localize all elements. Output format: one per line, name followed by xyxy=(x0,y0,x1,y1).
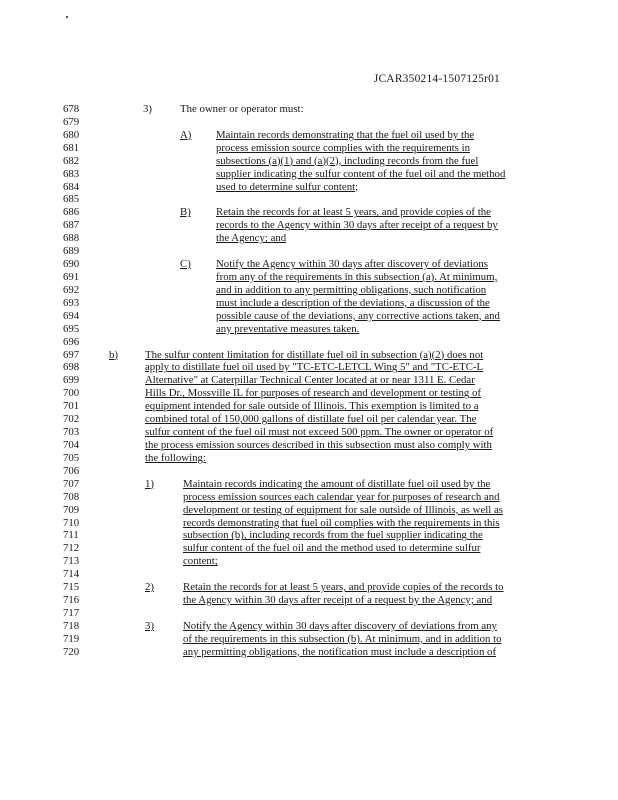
line-text: the Agency; and xyxy=(216,232,287,245)
line-number: 691 xyxy=(63,270,80,283)
line-number: 687 xyxy=(63,219,80,232)
line-number: 711 xyxy=(63,529,79,542)
item-label: C) xyxy=(180,258,191,271)
text-line xyxy=(0,646,618,659)
line-number: 710 xyxy=(63,516,80,529)
line-text: process emission sources each calendar year for purposes of research and xyxy=(183,490,500,503)
line-text: subsections (a)(1) and (a)(2), including records from the fuel xyxy=(216,154,479,167)
line-number: 688 xyxy=(63,232,80,245)
line-number: 716 xyxy=(63,594,80,607)
text-line xyxy=(0,116,618,129)
text-line xyxy=(0,517,618,530)
line-number: 717 xyxy=(63,606,80,619)
scan-speck xyxy=(66,16,68,18)
line-number: 686 xyxy=(63,206,80,219)
text-line xyxy=(0,349,618,362)
line-text: Retain the records for at least 5 years, and provide copies of the records to xyxy=(183,581,504,594)
text-line xyxy=(0,193,618,206)
text-line xyxy=(0,504,618,517)
line-number: 699 xyxy=(63,374,80,387)
text-line xyxy=(0,245,618,258)
line-number: 696 xyxy=(63,335,80,348)
text-line xyxy=(0,258,618,271)
line-number: 715 xyxy=(63,581,80,594)
text-line xyxy=(0,232,618,245)
line-number: 705 xyxy=(63,451,80,464)
line-text: supplier indicating the sulfur content of the fuel oil and the method xyxy=(216,167,506,180)
line-text: The owner or operator must: xyxy=(180,103,304,115)
line-number: 697 xyxy=(63,348,80,361)
line-number: 707 xyxy=(63,477,80,490)
line-text: apply to distillate fuel oil used by "TC-ETC-LETCL Wing 5" and "TC-ETC-L xyxy=(145,361,484,374)
line-number: 693 xyxy=(63,296,80,309)
line-text: Hills Dr., Mossville IL for purposes of research and development or testing of xyxy=(145,387,482,400)
text-line xyxy=(0,310,618,323)
line-text: Alternative" at Caterpillar Technical Center located at or near 1311 E. Cedar xyxy=(145,374,475,387)
item-label: 3) xyxy=(143,103,152,115)
text-line xyxy=(0,581,618,594)
line-text: used to determine sulfur content; xyxy=(216,180,359,193)
text-line xyxy=(0,529,618,542)
line-number: 698 xyxy=(63,361,80,374)
text-line xyxy=(0,219,618,232)
line-text: any preventative measures taken. xyxy=(216,322,360,335)
line-number: 695 xyxy=(63,322,80,335)
line-number: 708 xyxy=(63,490,80,503)
line-number: 682 xyxy=(63,154,80,167)
line-text: records to the Agency within 30 days after receipt of a request by xyxy=(216,219,498,232)
line-text: any permitting obligations, the notification must include a description of xyxy=(183,645,497,658)
text-line xyxy=(0,542,618,555)
document-id-header: JCAR350214-1507125r01 xyxy=(373,73,500,85)
text-line xyxy=(0,568,618,581)
line-text: must include a description of the deviations, a discussion of the xyxy=(216,296,490,309)
line-text: the process emission sources described in this subsection must also comply with xyxy=(145,438,492,451)
text-line xyxy=(0,323,618,336)
text-line xyxy=(0,129,618,142)
line-number: 680 xyxy=(63,128,80,141)
line-text: content; xyxy=(183,555,218,568)
text-line xyxy=(0,181,618,194)
line-text: Notify the Agency within 30 days after discovery of deviations from any xyxy=(183,619,497,632)
line-number: 694 xyxy=(63,309,80,322)
text-line xyxy=(0,206,618,219)
line-number: 701 xyxy=(63,400,80,413)
text-line xyxy=(0,336,618,349)
text-line xyxy=(0,142,618,155)
line-number: 706 xyxy=(63,464,80,477)
line-number: 712 xyxy=(63,542,80,555)
line-text: from any of the requirements in this subsection (a). At minimum, xyxy=(216,270,498,283)
text-line xyxy=(0,361,618,374)
text-line xyxy=(0,465,618,478)
line-text: process emission source complies with the requirements in xyxy=(216,141,470,154)
line-number: 714 xyxy=(63,568,80,581)
line-number: 713 xyxy=(63,555,80,568)
line-text: Retain the records for at least 5 years, and provide copies of the xyxy=(216,206,491,219)
line-text: Notify the Agency within 30 days after discovery of deviations xyxy=(216,258,488,271)
line-number: 702 xyxy=(63,413,80,426)
line-number: 704 xyxy=(63,438,80,451)
text-line xyxy=(0,620,618,633)
line-text: equipment intended for sale outside of Illinois. This exemption is limited to a xyxy=(145,400,479,413)
line-number: 692 xyxy=(63,283,80,296)
text-line xyxy=(0,168,618,181)
text-line xyxy=(0,426,618,439)
item-label: b) xyxy=(109,348,118,361)
item-label: A) xyxy=(180,128,192,141)
text-line xyxy=(0,607,618,620)
line-text: combined total of 150,000 gallons of distillate fuel oil per calendar year. The xyxy=(145,413,477,426)
text-line xyxy=(0,452,618,465)
item-label: 2) xyxy=(145,581,154,594)
line-text: The sulfur content limitation for distillate fuel oil in subsection (a)(2) does not xyxy=(145,348,484,361)
text-line xyxy=(0,413,618,426)
item-label: 1) xyxy=(145,477,154,490)
line-text: and in addition to any permitting obligations, such notification xyxy=(216,283,487,296)
text-line xyxy=(0,439,618,452)
text-line xyxy=(0,594,618,607)
text-line xyxy=(0,271,618,284)
line-number: 718 xyxy=(63,619,80,632)
item-label: B) xyxy=(180,206,191,219)
line-number: 685 xyxy=(63,193,80,206)
text-line xyxy=(0,297,618,310)
item-label: 3) xyxy=(145,619,154,632)
line-text: the Agency within 30 days after receipt of a request by the Agency; and xyxy=(183,594,493,607)
line-text: Maintain records indicating the amount of distillate fuel oil used by the xyxy=(183,477,491,490)
text-line xyxy=(0,374,618,387)
text-line xyxy=(0,633,618,646)
line-number: 684 xyxy=(63,180,80,193)
line-text: possible cause of the deviations, any corrective actions taken, and xyxy=(216,309,500,322)
line-number: 690 xyxy=(63,258,80,271)
text-line xyxy=(0,400,618,413)
line-text: of the requirements in this subsection (b). At minimum, and in addition to xyxy=(183,632,502,645)
line-number: 703 xyxy=(63,426,80,439)
line-text: subsection (b), including records from the fuel supplier indicating the xyxy=(183,529,483,542)
line-number: 709 xyxy=(63,503,80,516)
line-text: sulfur content of the fuel oil and the method used to determine sulfur xyxy=(183,542,481,555)
line-text: the following: xyxy=(145,451,206,464)
line-number: 679 xyxy=(63,115,80,128)
line-text: Maintain records demonstrating that the fuel oil used by the xyxy=(216,128,475,141)
line-text: records demonstrating that fuel oil complies with the requirements in this xyxy=(183,516,500,529)
text-line xyxy=(0,155,618,168)
line-text: sulfur content of the fuel oil must not exceed 500 ppm. The owner or operator of xyxy=(145,426,494,439)
line-number: 689 xyxy=(63,245,80,258)
line-number: 700 xyxy=(63,387,80,400)
line-number: 683 xyxy=(63,167,80,180)
line-number: 720 xyxy=(63,645,80,658)
line-text: development or testing of equipment for sale outside of Illinois, as well as xyxy=(183,503,503,516)
document-body xyxy=(0,103,618,659)
text-line xyxy=(0,103,618,116)
text-line xyxy=(0,491,618,504)
line-number: 678 xyxy=(63,103,80,115)
text-line xyxy=(0,387,618,400)
line-number: 719 xyxy=(63,632,80,645)
text-line xyxy=(0,555,618,568)
text-line xyxy=(0,478,618,491)
line-number: 681 xyxy=(63,141,80,154)
text-line xyxy=(0,284,618,297)
